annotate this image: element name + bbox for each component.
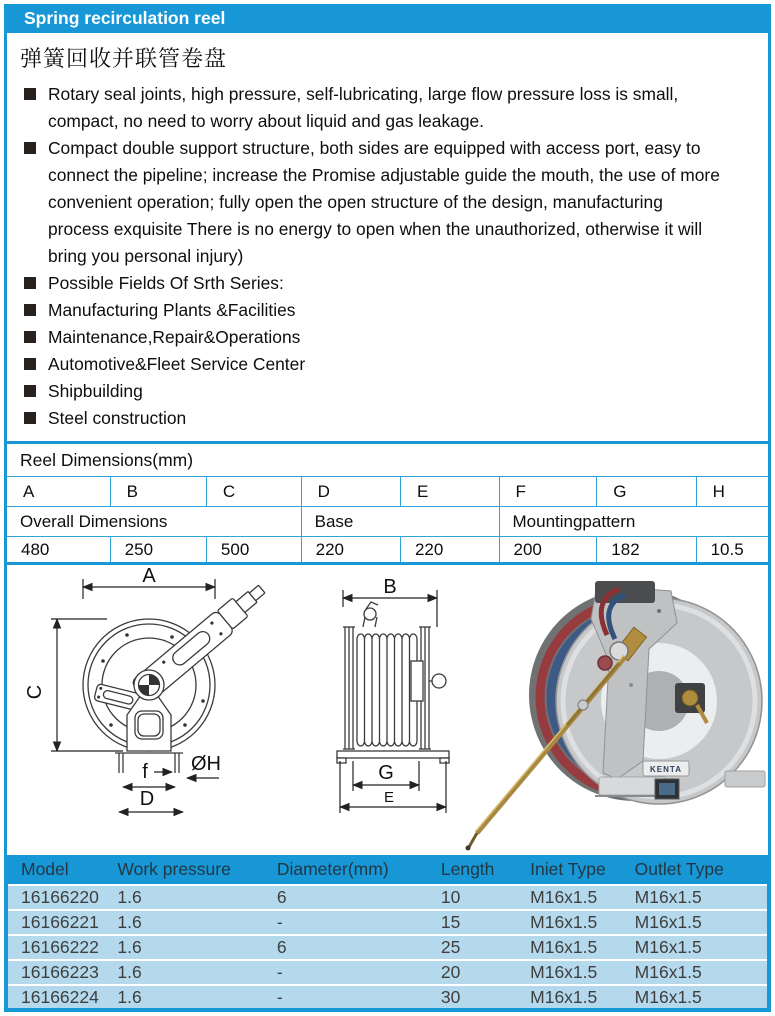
page-title: Spring recirculation reel	[24, 8, 226, 28]
feature-item	[19, 378, 720, 405]
dim-group-mounting: Mountingpattern	[499, 507, 770, 537]
dim-value-d: 220	[301, 537, 400, 564]
table-row	[6, 537, 770, 564]
model-cell: 1.6	[117, 985, 276, 1010]
dim-col-a: A	[6, 477, 111, 507]
model-row	[6, 885, 769, 910]
model-row	[6, 960, 769, 985]
models-header-row	[6, 855, 769, 885]
bullet-square-icon	[24, 331, 36, 343]
model-row	[6, 985, 769, 1010]
feature-text: Rotary seal joints, high pressure, self-lubricating, large flow pressure loss is small, compact, no need to worry about liquid and gas leakage.	[48, 84, 679, 131]
model-cell: M16x1.5	[530, 910, 635, 935]
model-cell: 6	[277, 885, 441, 910]
feature-text: Shipbuilding	[48, 381, 143, 401]
model-cell: 16166223	[6, 960, 117, 985]
model-row	[6, 935, 769, 960]
bullet-square-icon	[24, 412, 36, 424]
bullet-square-icon	[24, 277, 36, 289]
model-cell: 1.6	[117, 885, 276, 910]
dim-label-f: f	[142, 761, 148, 783]
product-photo	[466, 581, 766, 851]
bullet-square-icon	[24, 358, 36, 370]
col-header-model: Model	[6, 855, 117, 885]
col-header-diameter: Diameter(mm)	[277, 855, 441, 885]
col-header-inlet-type: Iniet Type	[530, 855, 635, 885]
dim-label-oh: ØH	[191, 753, 221, 775]
dim-value-e: 220	[400, 537, 499, 564]
dim-value-g: 182	[597, 537, 696, 564]
brand-badge-text: KENTA	[650, 765, 682, 774]
model-cell: 10	[441, 885, 530, 910]
model-cell: M16x1.5	[530, 885, 635, 910]
model-cell: M16x1.5	[530, 960, 635, 985]
model-cell: M16x1.5	[635, 910, 769, 935]
bullet-square-icon	[24, 88, 36, 100]
model-cell: 25	[441, 935, 530, 960]
table-row	[6, 507, 770, 537]
dim-col-h: H	[696, 477, 769, 507]
dimensions-table-title: Reel Dimensions(mm)	[6, 443, 770, 477]
model-cell: 1.6	[117, 960, 276, 985]
dim-label-d: D	[139, 788, 155, 810]
feature-text: Automotive&Fleet Service Center	[48, 354, 306, 374]
feature-item	[19, 81, 720, 135]
feature-text: Manufacturing Plants &Facilities	[48, 300, 296, 320]
dim-group-overall: Overall Dimensions	[6, 507, 302, 537]
model-cell: 1.6	[117, 935, 276, 960]
col-header-length: Length	[441, 855, 530, 885]
model-cell: M16x1.5	[635, 935, 769, 960]
technical-drawings-section	[4, 565, 771, 855]
dim-col-d: D	[301, 477, 400, 507]
model-cell: 6	[277, 935, 441, 960]
bullet-square-icon	[24, 142, 36, 154]
dim-label-b: B	[383, 576, 397, 598]
feature-list	[19, 81, 720, 432]
dim-value-f: 200	[499, 537, 597, 564]
feature-item	[19, 270, 720, 297]
side-view-drawing	[337, 576, 449, 813]
col-header-outlet-type: Outlet Type	[635, 855, 769, 885]
model-cell: 16166220	[6, 885, 117, 910]
feature-text: Compact double support structure, both sides are equipped with access port, easy to connect the pipeline; increase the Promise adjustable guide the mouth, the use of more convenient operation; fully open the open structure of the design, manufacturing process exquisite There is no energy to open when the unauthorized, otherwise it will bring you personal injury)	[48, 138, 720, 266]
bullet-square-icon	[24, 385, 36, 397]
model-cell: M16x1.5	[635, 960, 769, 985]
table-row	[6, 477, 770, 507]
model-cell: 16166222	[6, 935, 117, 960]
model-cell: M16x1.5	[635, 985, 769, 1010]
hose-coil	[357, 634, 417, 746]
dim-col-c: C	[206, 477, 301, 507]
bullet-square-icon	[24, 304, 36, 316]
feature-text: Steel construction	[48, 408, 187, 428]
feature-item	[19, 297, 720, 324]
dim-value-a: 480	[6, 537, 111, 564]
dim-value-b: 250	[110, 537, 206, 564]
reel-dimensions-table	[4, 441, 771, 565]
chinese-title: 弹簧回收并联管卷盘	[20, 46, 228, 71]
model-cell: -	[277, 985, 441, 1010]
model-cell: 16166221	[6, 910, 117, 935]
dim-value-c: 500	[206, 537, 301, 564]
page-title-bar	[4, 4, 771, 33]
feature-item	[19, 324, 720, 351]
dim-col-b: B	[110, 477, 206, 507]
model-cell: -	[277, 960, 441, 985]
technical-drawings	[7, 565, 768, 853]
model-cell: M16x1.5	[635, 885, 769, 910]
col-header-work-pressure: Work pressure	[117, 855, 276, 885]
model-cell: 16166224	[6, 985, 117, 1010]
feature-text: Possible Fields Of Srth Series:	[48, 273, 284, 293]
dim-label-e: E	[383, 789, 395, 806]
dim-label-g: G	[378, 762, 394, 784]
feature-text: Maintenance,Repair&Operations	[48, 327, 301, 347]
models-table	[4, 855, 771, 1012]
front-view-drawing	[24, 565, 271, 812]
feature-item	[19, 135, 720, 270]
model-cell: 15	[441, 910, 530, 935]
table-row	[6, 443, 770, 477]
dim-col-g: G	[597, 477, 696, 507]
dim-group-base: Base	[301, 507, 499, 537]
feature-item	[19, 351, 720, 378]
dim-col-e: E	[400, 477, 499, 507]
model-cell: 30	[441, 985, 530, 1010]
dim-label-c: C	[24, 684, 46, 700]
feature-item	[19, 405, 720, 432]
features-section	[4, 33, 771, 441]
model-cell: -	[277, 910, 441, 935]
dim-value-h: 10.5	[696, 537, 769, 564]
dim-col-f: F	[499, 477, 597, 507]
model-row	[6, 910, 769, 935]
model-cell: 20	[441, 960, 530, 985]
dim-label-a: A	[142, 565, 156, 587]
model-cell: M16x1.5	[530, 985, 635, 1010]
model-cell: M16x1.5	[530, 935, 635, 960]
model-cell: 1.6	[117, 910, 276, 935]
